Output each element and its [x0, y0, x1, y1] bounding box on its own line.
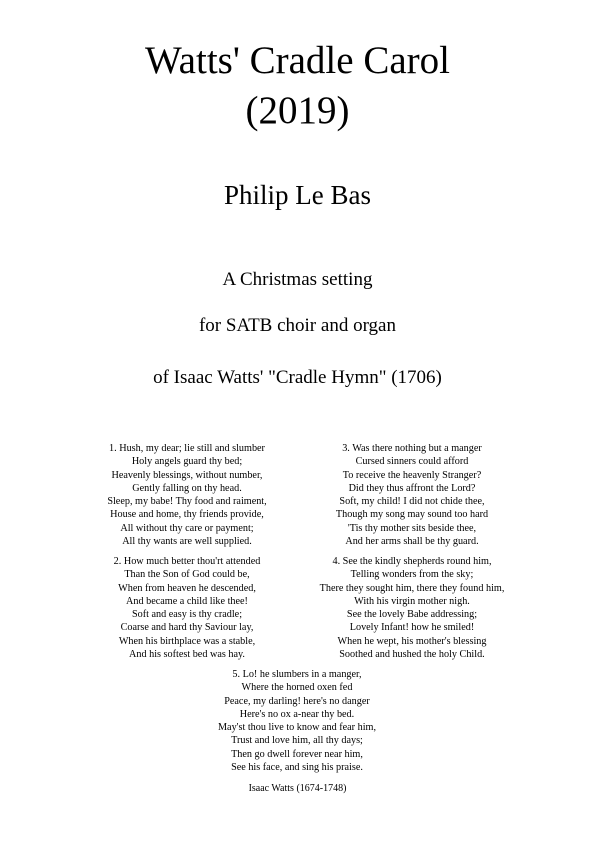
verse-line: Telling wonders from the sky;: [350, 569, 474, 581]
verse-line: To receive the heavenly Stranger?: [342, 469, 482, 481]
title-line-2: (2019): [245, 89, 350, 132]
verse-line: 4. See the kindly shepherds round him,: [332, 556, 492, 567]
composer-name: Philip Le Bas: [224, 180, 371, 210]
verse-line: Then go dwell forever near him,: [231, 748, 363, 760]
verse-line: Though my song may sound too hard: [335, 509, 489, 521]
verse-line: Than the Son of God could be,: [124, 569, 250, 581]
verse-4: [302, 555, 522, 661]
verse-line: Soothed and hushed the holy Child.: [339, 649, 485, 661]
verse-line: Peace, my darling! here's no danger: [224, 695, 370, 707]
subtitle-line-3: of Isaac Watts' "Cradle Hymn" (1706): [153, 367, 442, 388]
verse-line: Here's no ox a-near thy bed.: [239, 708, 355, 720]
verse-line: May'st thou live to know and fear him,: [217, 722, 377, 734]
verse-line: Soft, my child! I did not chide thee,: [339, 496, 485, 508]
verse-line: Lovely Infant! how he smiled!: [349, 622, 475, 634]
verse-5: [187, 668, 407, 774]
verse-2: [77, 555, 297, 661]
verse-line: Cursed sinners could afford: [355, 456, 469, 468]
verse-line: Trust and love him, all thy days;: [231, 735, 363, 747]
verse-line: Coarse and hard thy Saviour lay,: [120, 622, 254, 634]
verse-line: All thy wants are well supplied.: [122, 536, 252, 548]
verse-line: 1. Hush, my dear; lie still and slumber: [109, 443, 265, 454]
verse-line: Did they thus affront the Lord?: [348, 482, 476, 494]
verse-line: 2. How much better thou'rt attended: [113, 556, 261, 567]
author-attribution: Isaac Watts (1674-1748): [248, 783, 347, 794]
verse-line: 3. Was there nothing but a manger: [342, 443, 482, 454]
verse-line: Gently falling on thy head.: [132, 482, 242, 494]
verse-line: 5. Lo! he slumbers in a manger,: [232, 669, 362, 680]
verse-line: Holy angels guard thy bed;: [131, 456, 243, 468]
verse-line: With his virgin mother nigh.: [354, 595, 470, 607]
subtitle-line-1: A Christmas setting: [222, 269, 373, 290]
page-title: [0, 36, 595, 136]
verse-line: All without thy care or payment;: [120, 522, 254, 534]
verse-1: [77, 442, 297, 548]
verse-line: House and home, thy friends provide,: [110, 509, 264, 521]
verse-line: And became a child like thee!: [126, 595, 248, 607]
verse-line: When he wept, his mother's blessing: [337, 635, 487, 647]
verse-line: Soft and easy is thy cradle;: [131, 609, 243, 621]
verse-line: See the lovely Babe addressing;: [346, 609, 478, 621]
subtitle-line-2: for SATB choir and organ: [198, 315, 396, 336]
verse-line: When from heaven he descended,: [118, 582, 256, 594]
verse-line: There they sought him, there they found him,: [319, 582, 505, 594]
verse-line: And her arms shall be thy guard.: [345, 536, 479, 548]
verse-3: [302, 442, 522, 548]
title-line-1: Watts' Cradle Carol: [145, 39, 450, 82]
verse-line: Sleep, my babe! Thy food and raiment,: [107, 496, 267, 508]
verse-line: See his face, and sing his praise.: [231, 762, 363, 774]
verse-line: 'Tis thy mother sits beside thee,: [347, 522, 477, 534]
verse-line: When his birthplace was a stable,: [118, 635, 256, 647]
verse-line: Where the horned oxen fed: [241, 682, 353, 694]
verse-line: Heavenly blessings, without number,: [111, 469, 263, 481]
verse-line: And his softest bed was hay.: [129, 649, 245, 661]
